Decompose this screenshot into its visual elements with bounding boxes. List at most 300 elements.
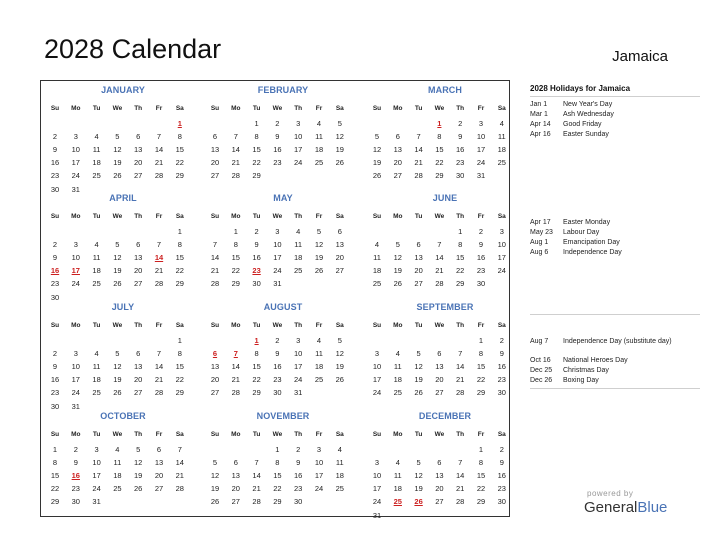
weekday-header: Tu bbox=[414, 213, 423, 220]
calendar-day: 15 bbox=[50, 471, 60, 481]
calendar-day: 25 bbox=[92, 171, 101, 181]
calendar-day: 21 bbox=[456, 375, 465, 385]
calendar-day: 12 bbox=[210, 471, 220, 481]
weekday-header: Tu bbox=[252, 322, 261, 329]
calendar-day: 15 bbox=[435, 145, 444, 155]
weekday-header: Th bbox=[294, 431, 303, 438]
calendar-day: 11 bbox=[294, 240, 303, 250]
calendar-day: 20 bbox=[414, 266, 423, 276]
weekday-header: We bbox=[272, 213, 283, 220]
calendar-day: 1 bbox=[478, 336, 484, 345]
calendar-day: 7 bbox=[156, 132, 162, 142]
calendar-day: 20 bbox=[210, 158, 220, 168]
calendar-day: 12 bbox=[113, 362, 122, 372]
calendar-day: 22 bbox=[252, 375, 261, 385]
calendar-day: 18 bbox=[92, 158, 101, 168]
weekday-header: Fr bbox=[477, 213, 485, 220]
separator-line bbox=[530, 388, 700, 389]
calendar-day: 10 bbox=[71, 145, 80, 155]
calendar-day: 27 bbox=[335, 266, 344, 276]
calendar-day: 5 bbox=[416, 458, 421, 468]
weekday-header: We bbox=[272, 322, 283, 329]
calendar-day: 3 bbox=[275, 227, 280, 236]
calendar-day: 17 bbox=[372, 484, 382, 494]
calendar-day: 27 bbox=[435, 388, 444, 398]
calendar-day: 11 bbox=[92, 362, 101, 372]
calendar-day: 8 bbox=[478, 458, 484, 468]
calendar-day: 5 bbox=[337, 336, 342, 345]
calendar-day: 6 bbox=[136, 132, 141, 142]
calendar-day: 8 bbox=[254, 132, 259, 142]
calendar-day: 18 bbox=[92, 266, 101, 276]
calendar-day: 26 bbox=[113, 279, 122, 289]
weekday-header: Mo bbox=[393, 213, 403, 220]
calendar-day: 12 bbox=[113, 253, 122, 263]
calendar-day: 18 bbox=[393, 484, 402, 494]
calendar-day: 17 bbox=[476, 145, 486, 155]
calendar-day: 18 bbox=[314, 145, 324, 155]
weekday-header: We bbox=[434, 213, 445, 220]
calendar-day: 19 bbox=[393, 266, 402, 276]
weekday-header: Mo bbox=[71, 322, 81, 329]
calendar-day: 12 bbox=[414, 471, 423, 481]
calendar-day: 20 bbox=[435, 484, 444, 494]
calendar-day: 22 bbox=[476, 484, 486, 494]
calendar-day: 15 bbox=[231, 253, 240, 263]
calendar-day: 22 bbox=[175, 266, 184, 276]
weekday-header: Mo bbox=[231, 431, 241, 438]
calendar-day: 31 bbox=[71, 401, 80, 411]
weekday-header: Th bbox=[134, 322, 143, 329]
calendar-day: 23 bbox=[71, 484, 80, 494]
weekday-header: Sa bbox=[175, 431, 184, 438]
calendar-day: 10 bbox=[294, 349, 303, 359]
calendar-day: 24 bbox=[497, 266, 506, 276]
weekday-header: Su bbox=[372, 105, 382, 112]
calendar-day: 1 bbox=[478, 445, 484, 454]
calendar-day: 19 bbox=[414, 484, 423, 494]
calendar-day: 24 bbox=[476, 158, 486, 168]
calendar-day: 3 bbox=[499, 227, 504, 236]
calendar-day: 6 bbox=[212, 132, 218, 142]
weekday-header: Mo bbox=[71, 105, 81, 112]
calendar-day: 13 bbox=[231, 471, 240, 481]
holiday-date: 1 bbox=[254, 336, 259, 345]
weekday-header: Su bbox=[210, 322, 220, 329]
holiday-date: 1 bbox=[177, 119, 182, 128]
calendar-day: 9 bbox=[275, 132, 280, 142]
weekday-header: Sa bbox=[175, 322, 184, 329]
calendar-day: 13 bbox=[393, 145, 402, 155]
calendar-day: 19 bbox=[113, 266, 122, 276]
calendar-day: 29 bbox=[231, 279, 240, 289]
calendar-day: 30 bbox=[476, 279, 486, 289]
calendar-day: 14 bbox=[231, 145, 240, 155]
calendar-day: 8 bbox=[437, 132, 442, 142]
calendar-day: 22 bbox=[231, 266, 240, 276]
weekday-header: Tu bbox=[252, 105, 261, 112]
calendar-day: 11 bbox=[92, 145, 101, 155]
calendar-day: 4 bbox=[395, 458, 400, 468]
weekday-header: Su bbox=[372, 213, 382, 220]
calendar-day: 4 bbox=[337, 445, 342, 454]
calendar-day: 16 bbox=[456, 145, 465, 155]
calendar-day: 8 bbox=[254, 349, 259, 359]
calendar-day: 29 bbox=[252, 171, 261, 181]
calendar-day: 6 bbox=[233, 458, 238, 468]
calendar-day: 11 bbox=[113, 458, 122, 468]
calendar-day: 13 bbox=[435, 362, 444, 372]
weekday-header: Tu bbox=[414, 322, 423, 329]
calendar-day: 6 bbox=[156, 445, 162, 454]
holiday-date-label: Aug 6 bbox=[530, 249, 549, 256]
calendar-day: 20 bbox=[134, 158, 143, 168]
calendar-day: 1 bbox=[52, 445, 58, 454]
calendar-day: 9 bbox=[499, 349, 504, 359]
weekday-header: Tu bbox=[414, 105, 423, 112]
calendar-day: 2 bbox=[296, 445, 301, 454]
calendar-day: 15 bbox=[252, 145, 261, 155]
calendar-day: 5 bbox=[115, 349, 120, 359]
calendar-day: 17 bbox=[294, 145, 303, 155]
month-name: FEBRUARY bbox=[257, 85, 309, 95]
calendar-day: 18 bbox=[335, 471, 344, 481]
calendar-day: 5 bbox=[395, 240, 400, 250]
month-name: JULY bbox=[111, 302, 135, 312]
weekday-header: Th bbox=[294, 105, 303, 112]
calendar-day: 9 bbox=[296, 458, 301, 468]
weekday-header: Mo bbox=[393, 105, 403, 112]
calendar-day: 4 bbox=[395, 349, 400, 359]
calendar-day: 5 bbox=[115, 132, 120, 142]
calendar-day: 16 bbox=[497, 471, 506, 481]
calendar-day: 26 bbox=[113, 388, 122, 398]
weekday-header: Sa bbox=[335, 105, 344, 112]
calendar-day: 21 bbox=[154, 158, 164, 168]
weekday-header: Fr bbox=[155, 431, 163, 438]
calendar-day: 27 bbox=[231, 497, 240, 507]
calendar-day: 14 bbox=[231, 362, 240, 372]
calendar-day: 24 bbox=[372, 388, 382, 398]
calendar-day: 7 bbox=[156, 240, 162, 250]
calendar-day: 19 bbox=[335, 145, 344, 155]
weekday-header: Su bbox=[210, 105, 220, 112]
calendar-day: 20 bbox=[335, 253, 344, 263]
calendar-day: 18 bbox=[314, 362, 324, 372]
calendar-day: 20 bbox=[393, 158, 402, 168]
weekday-header: Th bbox=[294, 213, 303, 220]
calendar-day: 26 bbox=[113, 171, 122, 181]
calendar-day: 14 bbox=[154, 362, 164, 372]
calendar-day: 15 bbox=[456, 253, 465, 263]
month-name: JUNE bbox=[432, 193, 458, 203]
holiday-date-label: Dec 26 bbox=[530, 377, 553, 384]
calendar-day: 10 bbox=[372, 362, 382, 372]
page-title: 2028 Calendar bbox=[44, 34, 222, 64]
calendar-day: 20 bbox=[231, 484, 240, 494]
weekday-header: Tu bbox=[92, 105, 101, 112]
calendar-day: 4 bbox=[296, 227, 301, 236]
calendar-day: 7 bbox=[458, 458, 463, 468]
calendar-day: 15 bbox=[476, 471, 486, 481]
calendar-day: 24 bbox=[314, 484, 324, 494]
calendar-day: 2 bbox=[52, 349, 58, 359]
weekday-header: Sa bbox=[335, 431, 344, 438]
calendar-day: 2 bbox=[52, 132, 58, 142]
weekday-header: Mo bbox=[231, 213, 241, 220]
calendar-day: 6 bbox=[136, 349, 141, 359]
calendar-day: 28 bbox=[456, 388, 465, 398]
calendar-day: 25 bbox=[335, 484, 344, 494]
calendar-day: 12 bbox=[335, 349, 344, 359]
calendar-day: 3 bbox=[316, 445, 322, 454]
calendar-day: 1 bbox=[233, 227, 238, 236]
holiday-name-label: Independence Day bbox=[563, 249, 622, 256]
calendar-day: 30 bbox=[497, 497, 506, 507]
calendar-day: 21 bbox=[175, 471, 184, 481]
calendar-day: 8 bbox=[458, 240, 463, 250]
calendar-day: 27 bbox=[134, 171, 143, 181]
calendar-day: 4 bbox=[115, 445, 120, 454]
calendar-day: 19 bbox=[414, 375, 423, 385]
calendar-day: 21 bbox=[456, 484, 465, 494]
calendar-day: 21 bbox=[435, 266, 444, 276]
calendar-day: 12 bbox=[134, 458, 143, 468]
separator-line bbox=[530, 314, 700, 315]
holiday-list-title: 2028 Holidays for Jamaica bbox=[530, 84, 631, 93]
calendar-day: 4 bbox=[374, 240, 380, 250]
calendar-day: 4 bbox=[316, 119, 322, 128]
calendar-day: 4 bbox=[94, 349, 99, 359]
calendar-day: 21 bbox=[231, 158, 240, 168]
calendar-day: 13 bbox=[210, 362, 220, 372]
calendar-day: 28 bbox=[210, 279, 220, 289]
calendar-day: 21 bbox=[414, 158, 423, 168]
calendar-day: 24 bbox=[372, 497, 382, 507]
weekday-header: Sa bbox=[497, 431, 506, 438]
calendar-day: 9 bbox=[275, 349, 280, 359]
holiday-date: 17 bbox=[71, 266, 80, 276]
holiday-name-label: Easter Sunday bbox=[563, 131, 609, 138]
calendar-day: 29 bbox=[435, 171, 444, 181]
calendar-day: 31 bbox=[71, 184, 80, 194]
calendar-day: 30 bbox=[273, 388, 282, 398]
weekday-header: Tu bbox=[92, 431, 101, 438]
calendar-day: 4 bbox=[94, 240, 99, 250]
calendar-day: 2 bbox=[275, 119, 280, 128]
calendar-day: 26 bbox=[134, 484, 143, 494]
calendar-day: 14 bbox=[210, 253, 220, 263]
calendar-day: 27 bbox=[435, 497, 444, 507]
calendar-grid bbox=[40, 80, 510, 520]
calendar-day: 11 bbox=[393, 471, 402, 481]
holiday-date: 7 bbox=[233, 349, 238, 359]
calendar-day: 31 bbox=[294, 388, 303, 398]
calendar-day: 2 bbox=[458, 119, 463, 128]
weekday-header: Fr bbox=[477, 105, 485, 112]
calendar-day: 7 bbox=[416, 132, 421, 142]
calendar-day: 28 bbox=[414, 171, 423, 181]
calendar-day: 17 bbox=[273, 253, 282, 263]
calendar-day: 15 bbox=[252, 362, 261, 372]
calendar-day: 11 bbox=[497, 132, 506, 142]
holiday-date-label: May 23 bbox=[530, 229, 553, 236]
calendar-day: 14 bbox=[456, 362, 465, 372]
holiday-name-label: Easter Monday bbox=[563, 219, 611, 226]
calendar-day: 13 bbox=[154, 458, 164, 468]
holiday-date-label: Aug 7 bbox=[530, 338, 549, 345]
calendar-day: 7 bbox=[254, 458, 259, 468]
weekday-header: Th bbox=[456, 213, 465, 220]
calendar-day: 8 bbox=[177, 349, 182, 359]
calendar-day: 22 bbox=[175, 158, 184, 168]
calendar-day: 15 bbox=[175, 145, 184, 155]
holiday-date: 16 bbox=[50, 266, 60, 276]
calendar-day: 9 bbox=[73, 458, 78, 468]
calendar-day: 26 bbox=[372, 171, 382, 181]
calendar-day: 6 bbox=[437, 349, 442, 359]
calendar-day: 16 bbox=[252, 253, 261, 263]
calendar-day: 7 bbox=[233, 132, 238, 142]
calendar-day: 3 bbox=[73, 132, 78, 142]
weekday-header: We bbox=[272, 105, 283, 112]
weekday-header: We bbox=[272, 431, 283, 438]
calendar-day: 6 bbox=[395, 132, 400, 142]
calendar-day: 21 bbox=[210, 266, 220, 276]
calendar-day: 31 bbox=[372, 510, 382, 520]
weekday-header: Su bbox=[50, 322, 60, 329]
calendar-day: 14 bbox=[175, 458, 184, 468]
calendar-day: 29 bbox=[252, 388, 261, 398]
month-name: MARCH bbox=[428, 85, 462, 95]
weekday-header: Fr bbox=[155, 213, 163, 220]
weekday-header: We bbox=[434, 322, 445, 329]
weekday-header: Mo bbox=[393, 322, 403, 329]
calendar-day: 15 bbox=[175, 253, 184, 263]
weekday-header: Th bbox=[134, 105, 143, 112]
calendar-day: 26 bbox=[335, 158, 344, 168]
calendar-day: 12 bbox=[393, 253, 402, 263]
calendar-day: 17 bbox=[497, 253, 506, 263]
calendar-day: 23 bbox=[50, 279, 60, 289]
calendar-day: 28 bbox=[154, 388, 164, 398]
calendar-day: 3 bbox=[374, 349, 380, 359]
calendar-day: 30 bbox=[252, 279, 261, 289]
calendar-day: 2 bbox=[499, 445, 504, 454]
calendar-day: 6 bbox=[416, 240, 421, 250]
calendar-day: 10 bbox=[372, 471, 382, 481]
calendar-day: 22 bbox=[476, 375, 486, 385]
calendar-day: 19 bbox=[113, 375, 122, 385]
calendar-day: 5 bbox=[136, 445, 141, 454]
holiday-date-label: Oct 16 bbox=[530, 357, 551, 364]
calendar-day: 26 bbox=[393, 279, 402, 289]
calendar-day: 6 bbox=[437, 458, 442, 468]
month-name: JANUARY bbox=[101, 85, 145, 95]
calendar-day: 28 bbox=[435, 279, 444, 289]
calendar-day: 20 bbox=[134, 266, 143, 276]
calendar-day: 28 bbox=[154, 279, 164, 289]
weekday-header: Tu bbox=[92, 322, 101, 329]
holiday-date-label: Aug 1 bbox=[530, 239, 549, 246]
calendar-day: 25 bbox=[393, 388, 402, 398]
calendar-day: 20 bbox=[210, 375, 220, 385]
separator-line bbox=[530, 96, 700, 97]
calendar-day: 23 bbox=[476, 266, 486, 276]
holiday-name-label: Boxing Day bbox=[563, 377, 599, 384]
calendar-day: 17 bbox=[294, 362, 303, 372]
calendar-day: 13 bbox=[134, 253, 143, 263]
calendar-day: 13 bbox=[134, 145, 143, 155]
weekday-header: Th bbox=[294, 322, 303, 329]
calendar-day: 29 bbox=[476, 497, 486, 507]
calendar-day: 10 bbox=[294, 132, 303, 142]
weekday-header: Tu bbox=[252, 213, 261, 220]
calendar-day: 9 bbox=[458, 132, 463, 142]
holiday-date-label: Apr 14 bbox=[530, 121, 551, 128]
calendar-day: 17 bbox=[92, 471, 101, 481]
calendar-day: 5 bbox=[416, 349, 421, 359]
calendar-day: 5 bbox=[374, 132, 380, 142]
calendar-day: 29 bbox=[456, 279, 465, 289]
holiday-date: 14 bbox=[154, 253, 164, 263]
brand-general: General bbox=[584, 499, 638, 516]
calendar-day: 29 bbox=[175, 171, 184, 181]
calendar-day: 11 bbox=[315, 349, 323, 359]
holiday-name-label: Ash Wednesday bbox=[563, 111, 614, 118]
calendar-day: 24 bbox=[71, 171, 80, 181]
generalblue-logo[interactable] bbox=[584, 499, 667, 516]
calendar-day: 25 bbox=[314, 375, 324, 385]
month-name: OCTOBER bbox=[100, 411, 146, 421]
calendar-day: 29 bbox=[175, 279, 184, 289]
calendar-day: 17 bbox=[71, 158, 80, 168]
calendar-day: 24 bbox=[294, 375, 303, 385]
calendar-day: 25 bbox=[92, 279, 101, 289]
country-name: Jamaica bbox=[612, 48, 668, 65]
calendar-day: 7 bbox=[156, 349, 162, 359]
calendar-day: 10 bbox=[92, 458, 101, 468]
weekday-header: Fr bbox=[315, 431, 323, 438]
calendar-day: 10 bbox=[497, 240, 506, 250]
calendar-day: 26 bbox=[314, 266, 324, 276]
calendar-day: 19 bbox=[372, 158, 382, 168]
weekday-header: Fr bbox=[315, 322, 323, 329]
calendar-day: 28 bbox=[252, 497, 261, 507]
weekday-header: Sa bbox=[335, 213, 344, 220]
calendar-day: 21 bbox=[252, 484, 261, 494]
calendar-day: 12 bbox=[414, 362, 423, 372]
holiday-date: 6 bbox=[212, 349, 218, 359]
calendar-day: 31 bbox=[476, 171, 486, 181]
holiday-date-label: Apr 17 bbox=[530, 219, 551, 226]
calendar-day: 8 bbox=[233, 240, 238, 250]
calendar-day: 19 bbox=[335, 362, 344, 372]
brand-blue: Blue bbox=[637, 499, 668, 516]
calendar-day: 3 bbox=[478, 119, 484, 128]
calendar-day: 3 bbox=[73, 349, 78, 359]
calendar-day: 2 bbox=[73, 445, 78, 454]
calendar-day: 3 bbox=[296, 336, 301, 345]
weekday-header: We bbox=[112, 431, 123, 438]
calendar-day: 22 bbox=[435, 158, 444, 168]
calendar-day: 28 bbox=[154, 171, 164, 181]
calendar-day: 3 bbox=[374, 458, 380, 468]
calendar-day: 25 bbox=[372, 279, 382, 289]
weekday-header: Mo bbox=[231, 105, 241, 112]
weekday-header: We bbox=[434, 431, 445, 438]
calendar-day: 1 bbox=[177, 336, 182, 345]
